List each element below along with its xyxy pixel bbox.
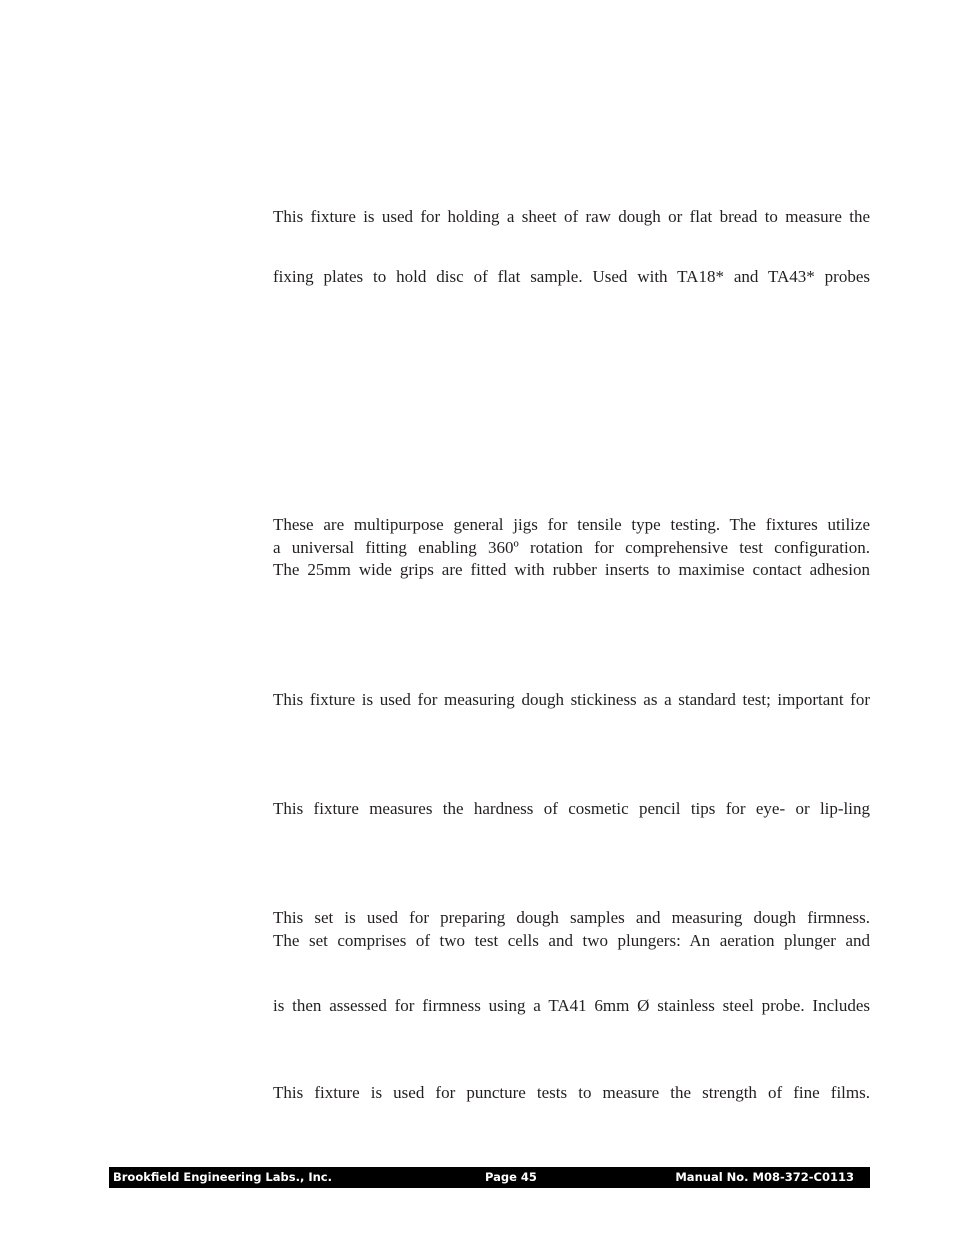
fixture-description-line: This fixture is used for measuring dough stickiness as a standard test; important for bbox=[273, 690, 870, 709]
footer-company: Brookfield Engineering Labs., Inc. bbox=[113, 1170, 332, 1184]
fixture-description-line: This fixture is used for holding a sheet of raw dough or flat bread to measure the bbox=[273, 207, 870, 226]
fixture-description-line: a universal fitting enabling 360º rotation for comprehensive test configuration. bbox=[273, 538, 870, 557]
fixture-description-line: This fixture is used for puncture tests to measure the strength of fine films. bbox=[273, 1083, 870, 1102]
fixture-description-line: fixing plates to hold disc of flat sample. Used with TA18* and TA43* probes bbox=[273, 267, 870, 286]
footer-manual-number: Manual No. M08-372-C0113 bbox=[675, 1170, 854, 1184]
fixture-description-line: These are multipurpose general jigs for tensile type testing. The fixtures utilize bbox=[273, 515, 870, 534]
fixture-description-line: is then assessed for firmness using a TA41 6mm Ø stainless steel probe. Includes bbox=[273, 996, 870, 1015]
footer-page-number: Page 45 bbox=[485, 1170, 537, 1184]
fixture-description-line: The 25mm wide grips are fitted with rubber inserts to maximise contact adhesion bbox=[273, 560, 870, 579]
page-footer bbox=[109, 1167, 870, 1188]
fixture-description-line: This set is used for preparing dough samples and measuring dough firmness. bbox=[273, 908, 870, 927]
fixture-description-line: The set comprises of two test cells and two plungers: An aeration plunger and bbox=[273, 931, 870, 950]
fixture-description-line: This fixture measures the hardness of cosmetic pencil tips for eye- or lip-ling bbox=[273, 799, 870, 818]
